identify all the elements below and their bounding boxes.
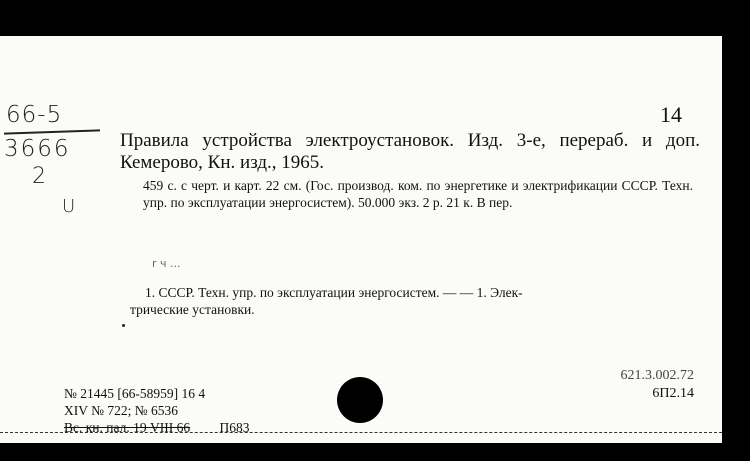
bbk-index: 6П2.14 <box>652 386 694 401</box>
card-number: 14 <box>660 102 682 127</box>
book-chamber-date: Вс. кн. пал. 19 VIII 66 <box>64 420 191 435</box>
handwritten-copies: 2 <box>32 164 46 189</box>
handwritten-mark: U <box>62 196 76 217</box>
handwritten-number: 3666 <box>4 136 71 162</box>
ink-dot <box>122 324 125 327</box>
pencil-mark: r ч ... <box>152 257 181 270</box>
registration-number: № 21445 [66-58959] 16 4 <box>64 386 206 401</box>
punch-hole <box>337 377 383 423</box>
udc-number: 621.3.002.72 <box>620 368 694 383</box>
subject-line-1: 1. СССР. Техн. упр. по эксплуатации энергосистем. — — 1. Элек- <box>145 285 523 300</box>
book-chamber-code: П683 <box>219 420 250 435</box>
subject-headings <box>130 284 695 318</box>
handwritten-underline <box>4 129 100 134</box>
scan-border <box>0 443 750 461</box>
catalog-card <box>0 36 722 461</box>
book-title: Правила устройства электроустановок. Изд. 3-е, перераб. и доп. Кемерово, Кн. изд., 1965. <box>120 130 700 173</box>
card-bottom-edge <box>0 432 722 434</box>
handwritten-call-number: 66-5 <box>6 102 63 128</box>
subject-line-2: трические установки. <box>130 302 255 317</box>
book-chamber-number: XIV № 722; № 6536 <box>64 403 179 418</box>
bibliographic-description: 459 с. с черт. и карт. 22 см. (Гос. производ. ком. по энергетике и электрификации СССР. Техн. упр. по эксплуатации энергосистем). 50.000 экз. 2 р. 21 к. В пер. <box>143 178 693 210</box>
